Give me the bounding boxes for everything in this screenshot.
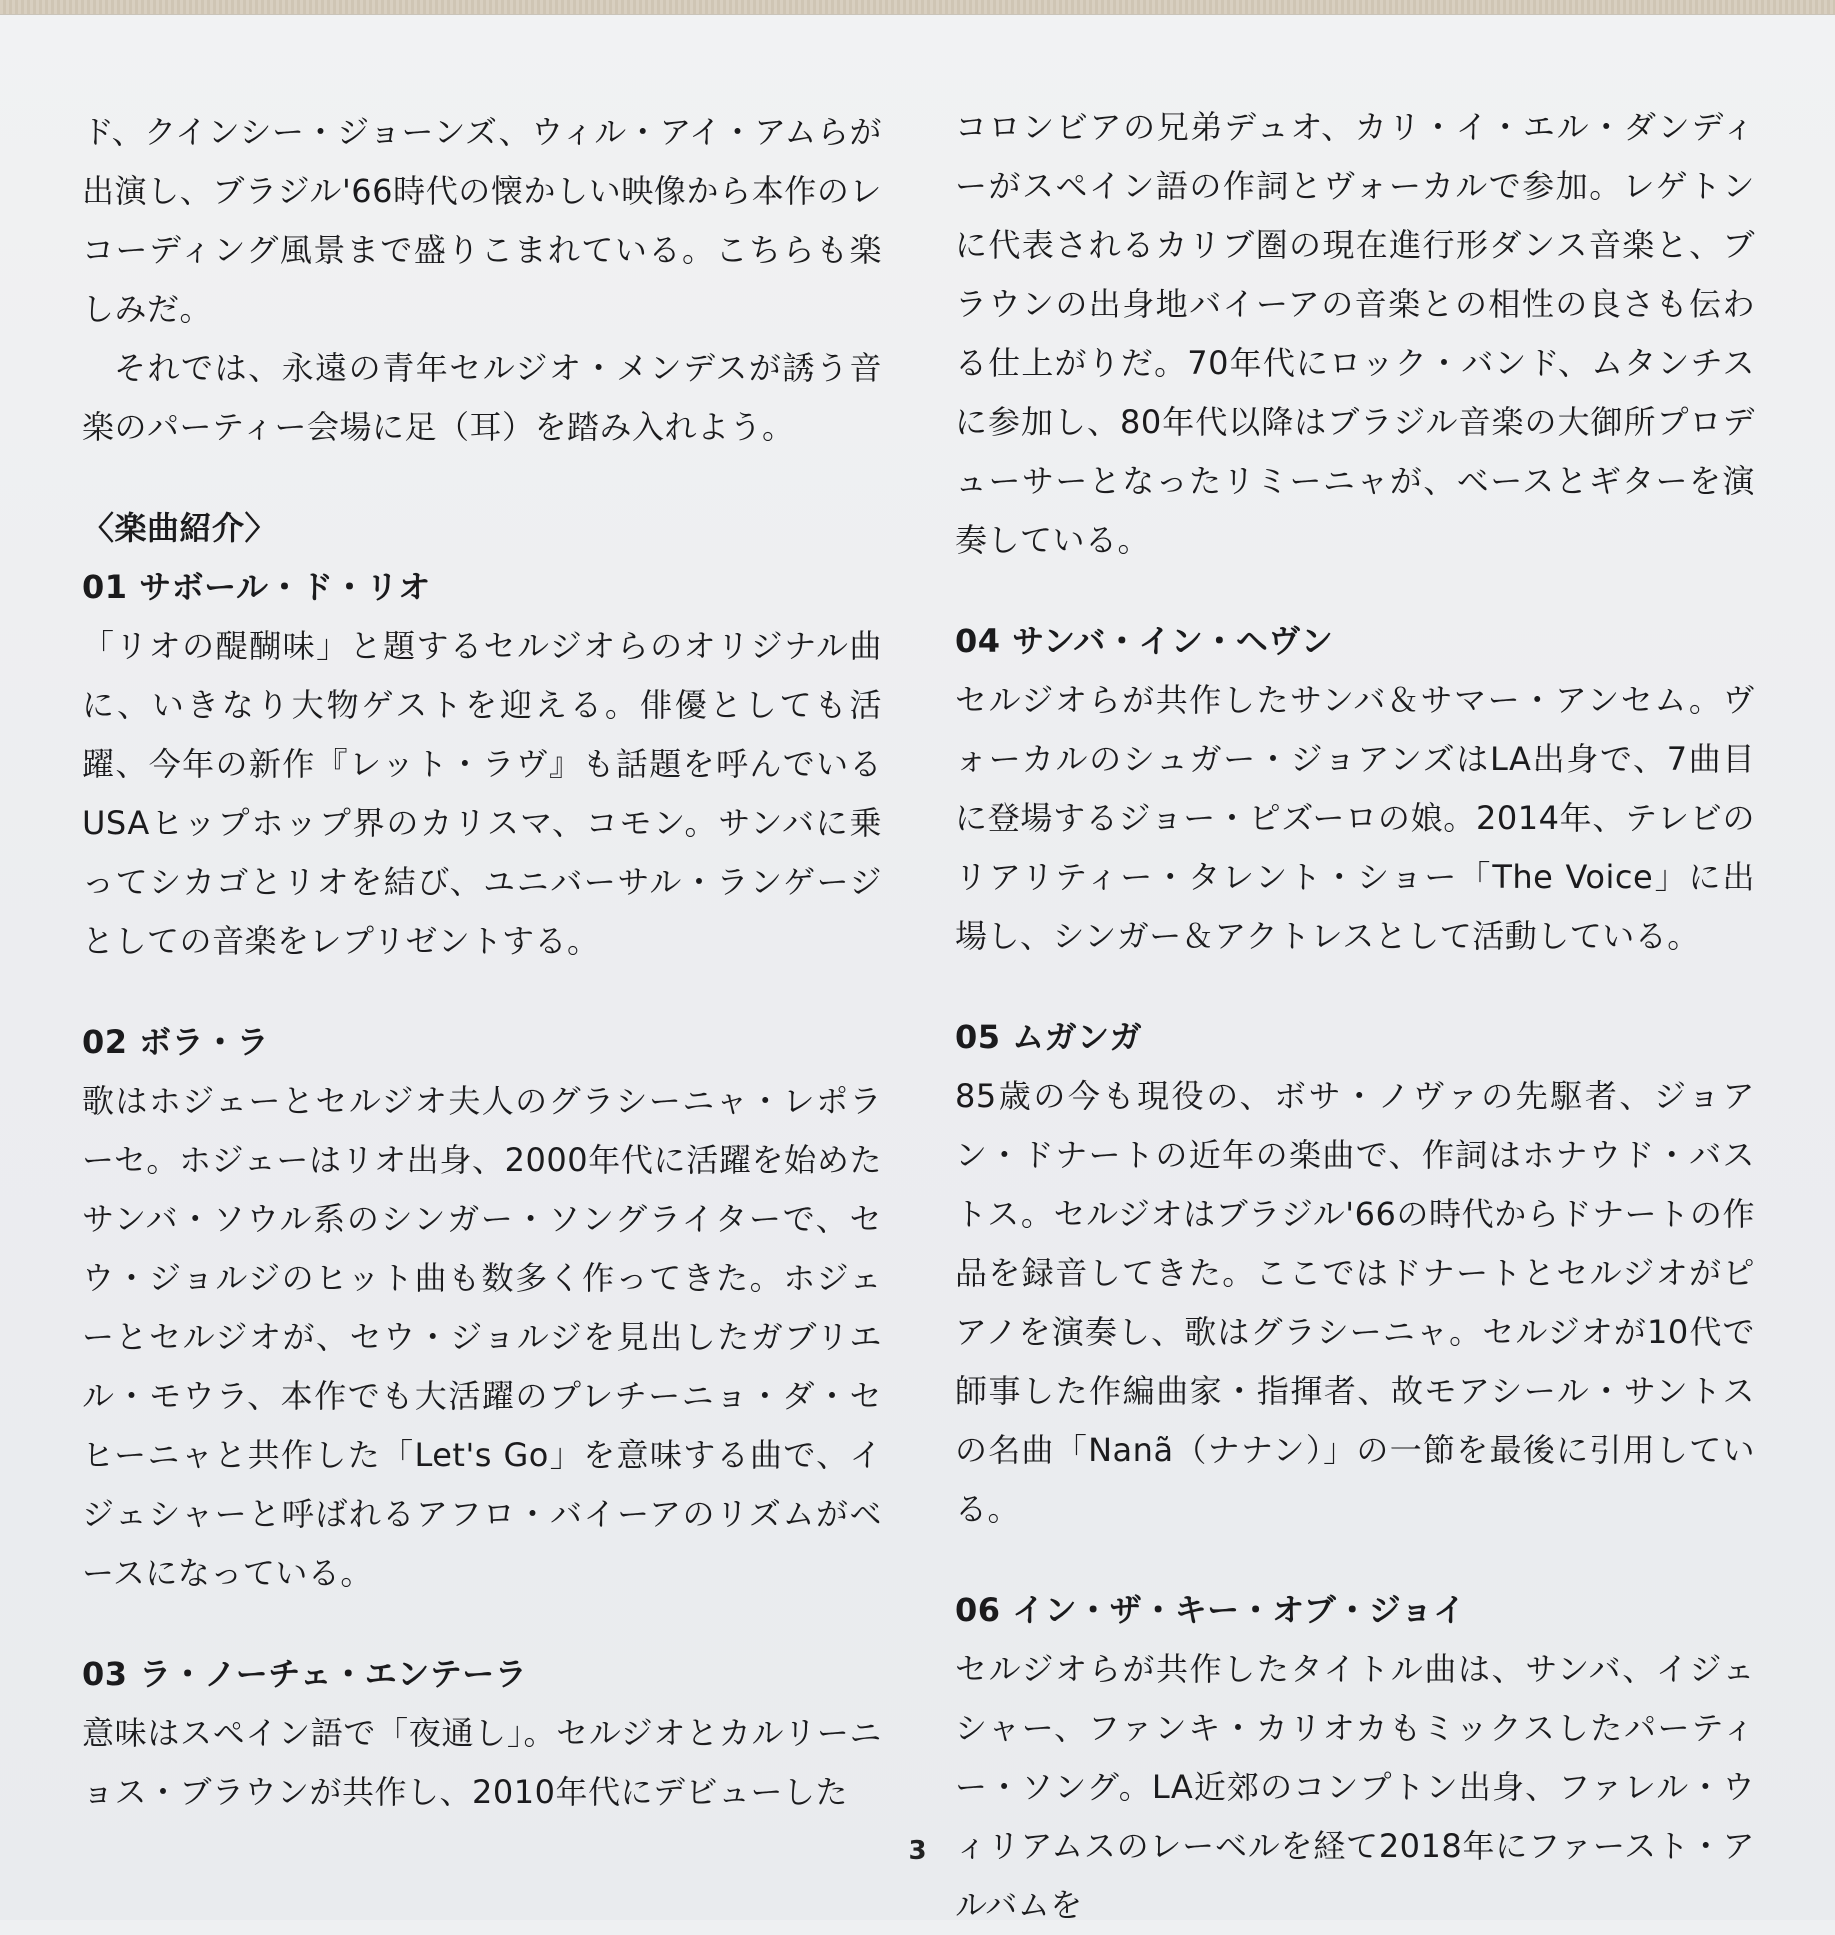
- track-05-title: 05 ムガンガ: [955, 1018, 1143, 1056]
- track-05-description: 85歳の今も現役の、ボサ・ノヴァの先駆者、ジョアン・ドナートの近年の楽曲で、作詞はホナウド・バストス。セルジオはブラジル'66の時代からドナートの作品を録音してきた。ここではドナートとセルジオがピアノを演奏し、歌はグラシーニャ。セルジオが10代で師事した作編曲家・指揮者、故モアシール・サントスの名曲「Nanã（ナナン）」の一節を最後に引用している。: [955, 1077, 1755, 1528]
- track-04-title: 04 サンバ・イン・ヘヴン: [955, 622, 1334, 660]
- track-02-description: 歌はホジェーとセルジオ夫人のグラシーニャ・レポラーセ。ホジェーはリオ出身、2000年代に活躍を始めたサンバ・ソウル系のシンガー・ソングライターで、セウ・ジョルジのヒット曲も数多く作ってきた。ホジェーとセルジオが、セウ・ジョルジを見出したガブリエル・モウラ、本作でも大活躍のプレチーニョ・ダ・セヒーニャと共作した「Let's Go」を意味する曲で、イジェシャーと呼ばれるアフロ・バイーアのリズムがベースになっている。: [82, 1082, 882, 1592]
- left-column: [82, 0, 882, 1822]
- track-06-title: 06 イン・ザ・キー・オブ・ジョイ: [955, 1591, 1466, 1629]
- page-number: 3: [908, 1836, 927, 1866]
- track-03-continuation: コロンビアの兄弟デュオ、カリ・イ・エル・ダンディーがスペイン語の作詞とヴォーカルで参加。レゲトンに代表されるカリブ圏の現在進行形ダンス音楽と、ブラウンの出身地バイーアの音楽との相性の良さも伝わる仕上がりだ。70年代にロック・バンド、ムタンチスに参加し、80年代以降はブラジル音楽の大御所プロデューサーとなったリミーニャが、ベースとギターを演奏している。: [955, 108, 1755, 559]
- right-column: [955, 0, 1755, 1935]
- track-02-title: 02 ボラ・ラ: [82, 1023, 270, 1061]
- intro-paragraph: ド、クインシー・ジョーンズ、ウィル・アイ・アムらが出演し、ブラジル'66時代の懐かしい映像から本作のレコーディング風景まで盛りこまれている。こちらも楽しみだ。: [82, 113, 882, 328]
- section-heading: 〈楽曲紹介〉: [82, 509, 278, 547]
- track-01-description: 「リオの醍醐味」と題するセルジオらのオリジナル曲に、いきなり大物ゲストを迎える。俳優としても活躍、今年の新作『レット・ラヴ』も話題を呼んでいるUSAヒップホップ界のカリスマ、コモン。サンバに乗ってシカゴとリオを結び、ユニバーサル・ランゲージとしての音楽をレプリゼントする。: [82, 627, 882, 960]
- track-03-title: 03 ラ・ノーチェ・エンテーラ: [82, 1655, 528, 1693]
- track-04-description: セルジオらが共作したサンバ＆サマー・アンセム。ヴォーカルのシュガー・ジョアンズはLA出身で、7曲目に登場するジョー・ピズーロの娘。2014年、テレビのリアリティー・タレント・ショー「The Voice」に出場し、シンガー＆アクトレスとして活動している。: [955, 681, 1755, 955]
- track-03-description: 意味はスペイン語で「夜通し」。セルジオとカルリーニョス・ブラウンが共作し、2010年代にデビューした: [82, 1714, 882, 1811]
- track-01-title: 01 サボール・ド・リオ: [82, 568, 431, 606]
- intro-paragraph-2: それでは、永遠の青年セルジオ・メンデスが誘う音楽のパーティー会場に足（耳）を踏み入れよう。: [82, 349, 882, 446]
- track-06-description: セルジオらが共作したタイトル曲は、サンバ、イジェシャー、ファンキ・カリオカもミックスしたパーティー・ソング。LA近郊のコンプトン出身、ファレル・ウィリアムスのレーベルを経て2018年にファースト・アルバムを: [955, 1650, 1755, 1924]
